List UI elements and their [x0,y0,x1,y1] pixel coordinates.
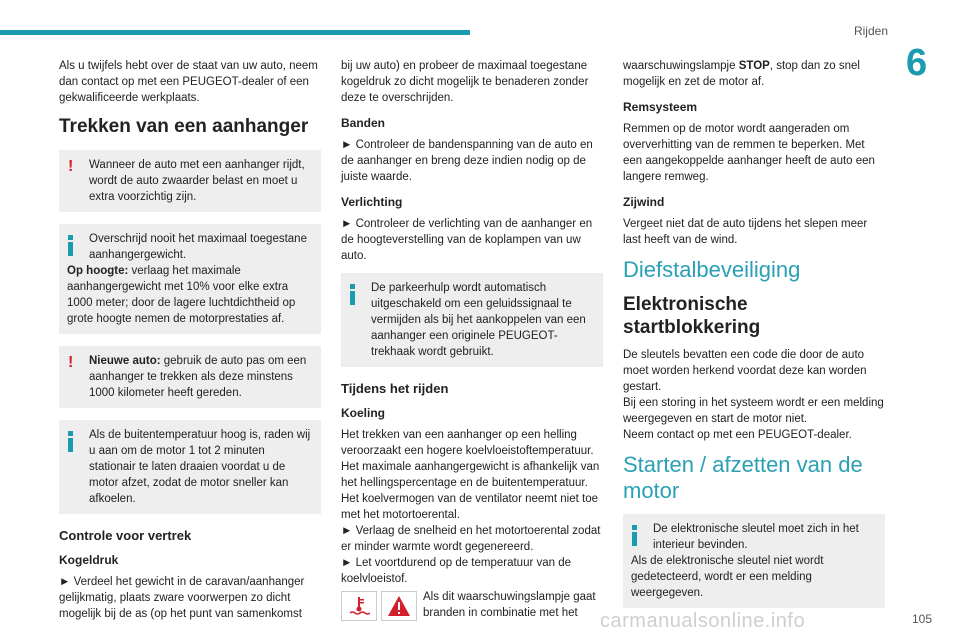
remsysteem-text: Remmen op de motor wordt aangeraden om oververhitting van de remmen te beperken. Met een aangekoppelde aanhanger heeft de auto een langere remweg. [623,123,875,183]
section-title-controle: Controle voor vertrek [59,528,192,543]
subheading-zijwind: Zijwind [623,195,665,209]
info-icon [68,235,73,256]
zijwind-text: Vergeet niet dat de auto tijdens het slepen meer last heeft van de wind. [623,218,868,246]
koeling-text: Het trekken van een aanhanger op een helling veroorzaakt een hogere koelvloeistoftemperatuur. Het maximale aanhangergewicht is afhankelijk van het hellingspercentage en de buitentemperatuur. Het koelvermogen van de ventilator neemt niet toe met het motortoerental. [341,429,600,521]
kogeldruk-text: ► Verdeel het gewicht in de caravan/aanhanger gelijkmatig, plaats zware voorwerpen zo dicht mogelijk bij de as (op het punt van samenkomst [59,576,305,620]
section-title-startblokkering: Elektronische startblokkering [623,294,761,338]
info-box [59,420,321,514]
info-box [59,224,321,334]
section-title-tijdens-rijden: Tijdens het rijden [341,381,449,396]
info-icon [68,431,73,452]
info-box [623,514,885,608]
banden-text: ► Controleer de bandenspanning van de auto en de aanhanger en breng deze indien nodig op de juiste waarde. [341,139,593,183]
watermark: carmanualsonline.info [600,610,806,632]
kogeldruk-continued: bij uw auto) en probeer de maximaal toegestane kogeldruk zo dicht mogelijk te benaderen zonder deze te overschrijden. [341,60,589,104]
column-2 [341,58,603,623]
info-text-continued: Als de elektronische sleutel niet wordt gedetecteerd, wordt er een melding weergegeven. [631,555,824,599]
chapter-number: 6 [906,42,928,84]
warning-exclamation-icon: ! [68,354,74,371]
chapter-name: Rijden [853,24,888,38]
stop-text: waarschuwingslampje STOP, stop dan zo snel mogelijk en zet de motor af. [623,60,860,88]
info-box [341,273,603,367]
koeling-bullet-2: ► Let voortdurend op de temperatuur van de koelvloeistof. [341,557,572,585]
column-1 [59,58,321,631]
info-text: De elektronische sleutel moet zich in het interieur bevinden. [653,523,859,551]
warning-exclamation-icon: ! [68,158,74,175]
section-title-trekken: Trekken van een aanhanger [59,116,309,137]
subheading-verlichting: Verlichting [341,195,403,209]
info-label: Op hoogte: [67,265,129,277]
section-title-diefstal: Diefstalbeveiliging [623,257,801,282]
info-icon [350,284,355,305]
startblokkering-text-1: De sleutels bevatten een code die door de auto moet worden herkend voordat deze kan worden gestart. [623,349,867,393]
subheading-kogeldruk: Kogeldruk [59,553,119,567]
info-text: Als de buitentemperatuur hoog is, raden wij u aan om de motor 1 tot 2 minuten stationair te laten draaien voordat u de motor afzet, zodat de motor sneller kan afkoelen. [89,429,311,505]
startblokkering-text-3: Neem contact op met een PEUGEOT-dealer. [623,429,852,441]
column-3 [623,58,885,620]
warning-text: Wanneer de auto met een aanhanger rijdt, wordt de auto zwaarder belast en moet u extra voorzichtig zijn. [89,159,305,203]
warning-text: Nieuwe auto: gebruik de auto pas om een aanhanger te trekken als deze minstens 1000 kilometer heeft gereden. [89,355,307,399]
warning-lamp-text: Als dit waarschuwingslampje gaat branden in combinatie met het [423,591,596,619]
subheading-koeling: Koeling [341,406,385,420]
warning-lamps [341,591,417,621]
koeling-bullet-1: ► Verlaag de snelheid en het motortoerental zodat er minder warmte wordt gegenereerd. [341,525,601,553]
chapter-accent-bar [0,30,470,35]
coolant-temperature-icon [341,591,377,621]
warning-triangle-icon [381,591,417,621]
info-text: Overschrijd nooit het maximaal toegestane aanhangergewicht. [89,233,307,261]
verlichting-text: ► Controleer de verlichting van de aanhanger en de hoogteverstelling van de koplampen van uw auto. [341,218,593,262]
section-title-starten: Starten / afzetten van de motor [623,452,863,503]
warning-box [59,346,321,408]
warning-lamp-paragraph [341,589,603,621]
intro-text: Als u twijfels hebt over de staat van uw auto, neem dan contact op met een PEUGEOT-dealer of een gekwalificeerde werkplaats. [59,60,318,104]
info-icon [632,525,637,546]
subheading-remsysteem: Remsysteem [623,100,698,114]
startblokkering-text-2: Bij een storing in het systeem wordt er een melding weergegeven en start de motor niet. [623,397,884,425]
warning-box [59,150,321,212]
info-text: De parkeerhulp wordt automatisch uitgeschakeld om een geluidssignaal te vermijden als bij het aankoppelen van een aanhanger een originele PEUGEOT-trekhaak wordt gebruikt. [371,282,586,358]
page-number: 105 [912,612,933,626]
subheading-banden: Banden [341,116,386,130]
info-text-continued: Op hoogte: verlaag het maximale aanhangergewicht met 10% voor elke extra 1000 meter; door de lagere luchtdichtheid op grote hoogte nemen de motorprestaties af. [67,265,296,325]
